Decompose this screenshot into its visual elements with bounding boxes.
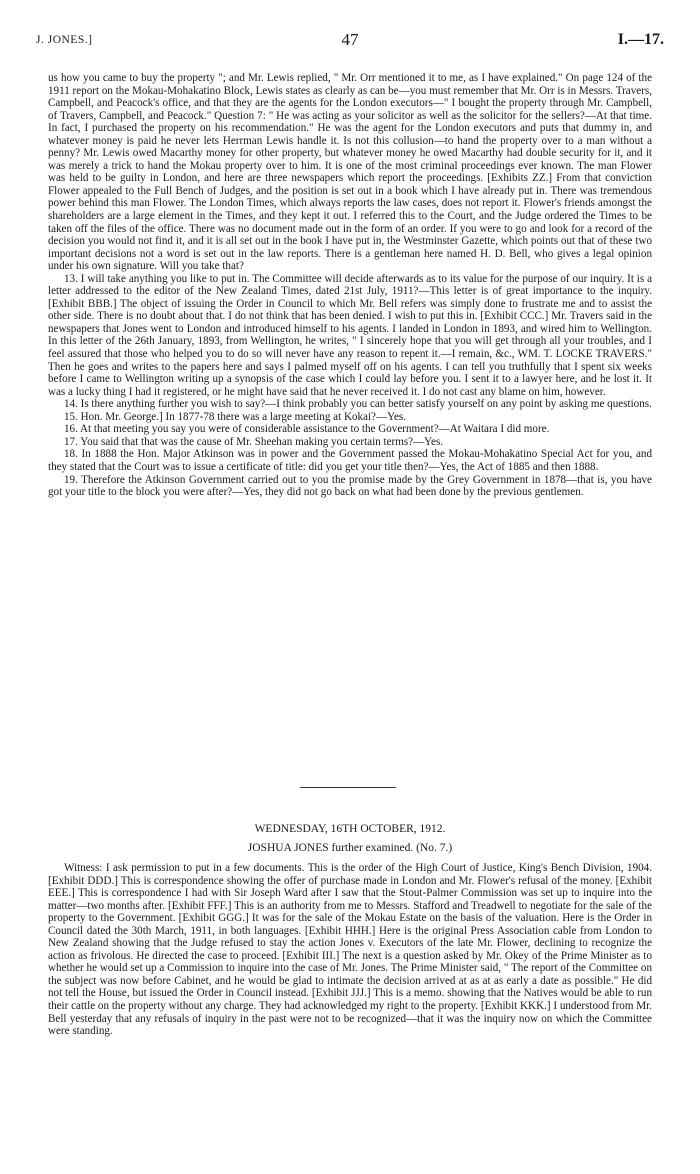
page-number: 47	[341, 30, 359, 49]
paragraph-17: 17. You said that that was the cause of Mr. Sheehan making you certain terms?—Yes.	[64, 435, 444, 448]
witness-statement: Witness: I ask permission to put in a few documents. This is the order of the High Court of Justice, King's Bench Division, 1904. [Exhibit DDD.] This is correspondence showing the offer of purchase made in London and Mr. Flower's refusal of the money. [Exhibit EEE.] This is correspondence I had with Sir Joseph Ward after I saw that the Stout-Palmer Commission was set up to inquire into the matter—two months after. [Exhibit FFF.] This is an authority from me to Messrs. Stafford and Treadwell to negotiate for the sale of the property to the Government. [Exhibit GGG.] It was for the sale of the Mokau Estate on the basis of the valuation. Here is the Order in Council dated the 30th March, 1911, in both languages. [Exhibit HHH.] Here is the original Press Association cable from London to New Zealand showing that the Judge refused to stay the action Jones v. Executors of the late Mr. Flower, declining to recognize the action as frivolous. He directed the case to proceed. [Exhibit III.] The next is a question asked by Mr. Okey of the Prime Minister as to whether he would set up a Commission to inquire into the case of Mr. Jones. The Prime Minister said, " The report of the Committee on the subject was now before Cabinet, and he would be glad to intimate the decision arrived at as at as early a date as possible." He did not tell the House, but issued the Order in Council instead. [Exhibit JJJ.] This is a memo. showing that the Natives would be able to run their cattle on the property without any charge. They had acknowledged my right to the property. [Exhibit KKK.] I understood from Mr. Bell yesterday that any refusals of inquiry in the past were not to be recognized—that it was the inquiry now on which the Committee were standing.	[48, 862, 652, 1038]
page-header	[36, 30, 664, 54]
paragraph-19: 19. Therefore the Atkinson Government carried out to you the promise made by the Grey Government in 1878—that is, you have got your title to the block you were after?—Yes, they did not go back on what had been done by the previous gentlemen.	[48, 473, 652, 499]
paragraph-15: 15. Hon. Mr. George.] In 1877-78 there was a large meeting at Kokai?—Yes.	[64, 410, 406, 423]
paragraph-continued: us how you came to buy the property "; and Mr. Lewis replied, " Mr. Orr mentioned it to me, as I have explained." On page 124 of the 1911 report on the Mokau-Mohakatino Block, Lewis states as clearly as can be—you must remember that Mr. Orr is in Messrs. Travers, Campbell, and Peacock's office, and that they are the agents for the London executors—" I bought the property through Mr. Campbell, of Travers, Campbell, and Peacock." Question 7: " He was acting as your solicitor as well as the solicitor for the sellers?—At that time. In fact, I purchased the property on his recommendation." He was the agent for the London executors and puts that dummy in, and whatever money is paid he never lets Herrman Lewis handle it. Is not this collusion—to hand the property over to a man without a penny? Mr. Lewis owed Macarthy money for other property, but whatever money he owed Macarthy had double security for it, and it was merely a trick to hand the Mokau property over to him. It is one of the most criminal proceedings ever known. The man Flower was held to be guilty in London, and here are three newspapers which report the proceedings. [Exhibits ZZ.] From that conviction Flower appealed to the Full Bench of Judges, and the position is set out in a book which I have already put in. There was tremendous power behind this man Flower. The London Times, which always reports the law cases, does not report it. Flower's friends amongst the shareholders are a large element in the Times, and they kept it out. I referred this to the Court, and the Judge ordered the Times to be taken off the files of the office. There was no document made out in the form of an order. If you were to go and look for a record of the decision you would not find it, and it is all set out in the book I have put in, the Westminster Gazette, which points out that of these two important decisions not a word is set out in the law reports. There is a gentleman here named H. D. Bell, who gives a legal opinion under his own signature. Will you take that?	[48, 72, 652, 273]
examination-label: further examined. (No. 7.)	[328, 842, 453, 854]
evidence-section-1	[48, 72, 652, 499]
witness-subheading	[0, 842, 700, 854]
paragraph-14: 14. Is there anything further you wish to say?—I think probably you can better satisfy yourself on any point by asking me questions.	[64, 398, 652, 411]
paragraph-18: 18. In 1888 the Hon. Major Atkinson was in power and the Government passed the Mokau-Mohakatino Special Act for you, and they stated that the Court was to issue a certificate of title: did you get your title then?—Yes, the Act of 1885 and then 1888.	[48, 448, 652, 473]
witness-name: JOSHUA JONES	[247, 842, 329, 854]
evidence-section-2	[48, 862, 652, 1038]
paragraph-13: 13. I will take anything you like to put in. The Committee will decide afterwards as to its value for the purpose of our inquiry. It is a letter addressed to the editor of the New Zealand Times, dated 21st July, 1911?—This letter is of great importance to the inquiry. [Exhibit BBB.] The object of issuing the Order in Council to which Mr. Bell refers was simply done to frustrate me and to assist the other side. There is no doubt about that. I do not think that has been denied. I wish to put this in. [Exhibit CCC.] Mr. Travers said in the newspapers that Jones went to London and introduced himself to his agents. I landed in London in 1893, and wired him to Wellington. In this letter of the 26th January, 1893, from Wellington, he writes, " I sincerely hope that you will get through all your troubles, and I feel assured that those who helped you to do so will never have any reason to repent it.—I remain, &c., WM. T. LOCKE TRAVERS." Then he goes and writes to the papers here and says I palmed myself off on his agents. I can tell you truthfully that I spent six weeks before I came to Wellington writing up a synopsis of the case which I could lay before you. I sent it to a lawyer here, and he lost it. It was a lucky thing I had it registered, or he might have said that he never received it. I do not cast any blame on him, however.	[48, 272, 652, 398]
paragraph-16: 16. At that meeting you say you were of considerable assistance to the Government?—At Waitara I did more.	[64, 423, 550, 436]
header-paper-reference: I.—17.	[617, 31, 664, 48]
section-divider	[300, 787, 396, 788]
session-dateline: WEDNESDAY, 16TH OCTOBER, 1912.	[254, 823, 446, 835]
header-witness-name: J. JONES.]	[36, 34, 93, 46]
